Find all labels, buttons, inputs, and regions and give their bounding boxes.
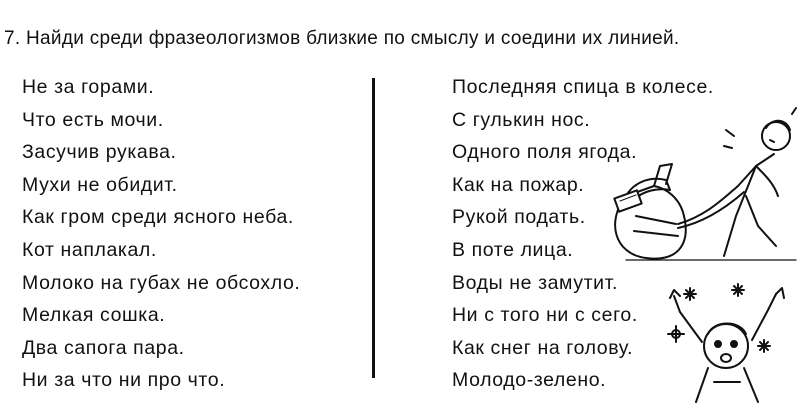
right-phrase-5[interactable]: Рукой подать. <box>452 206 586 229</box>
snowflake-icon <box>684 288 696 300</box>
right-phrase-4[interactable]: Как на пожар. <box>452 173 585 196</box>
left-phrase-list <box>22 71 300 397</box>
surprised-boy-with-snowflakes-drawing <box>660 282 800 410</box>
right-phrase-9[interactable]: Как снег на голову. <box>452 336 634 359</box>
right-phrase-6[interactable]: В поте лица. <box>452 238 574 261</box>
snowflake-icon-3 <box>758 340 770 352</box>
left-phrase-9[interactable]: Два сапога пара. <box>22 336 185 359</box>
right-phrase-1[interactable]: Последняя спица в колесе. <box>452 76 714 98</box>
snowflake-icon-2 <box>732 284 744 296</box>
left-phrase-7[interactable]: Молоко на губах не обсохло. <box>22 271 301 294</box>
left-phrase-10[interactable]: Ни за что ни про что. <box>22 369 226 392</box>
right-phrase-10[interactable]: Молодо-зелено. <box>452 369 607 392</box>
left-phrase-6[interactable]: Кот наплакал. <box>22 238 157 261</box>
boy-pulling-sack-drawing <box>606 106 801 266</box>
task-title: 7. Найди среди фразеологизмов близкие по смыслу и соедини их линией. <box>4 28 680 49</box>
left-phrase-5[interactable]: Как гром среди ясного неба. <box>22 206 294 229</box>
right-phrase-2[interactable]: С гулькин нос. <box>452 108 591 131</box>
left-phrase-4[interactable]: Мухи не обидит. <box>22 173 178 196</box>
left-phrase-2[interactable]: Что есть мочи. <box>22 108 164 131</box>
left-phrase-3[interactable]: Засучив рукава. <box>22 141 177 164</box>
left-phrase-1[interactable]: Не за горами. <box>22 76 155 98</box>
right-phrase-3[interactable]: Одного поля ягода. <box>452 141 638 164</box>
column-divider <box>372 78 375 378</box>
right-phrase-8[interactable]: Ни с того ни с сего. <box>452 304 638 327</box>
right-phrase-7[interactable]: Воды не замутит. <box>452 271 619 294</box>
left-phrase-8[interactable]: Мелкая сошка. <box>22 304 166 327</box>
snowflake-icon-4 <box>668 326 684 342</box>
